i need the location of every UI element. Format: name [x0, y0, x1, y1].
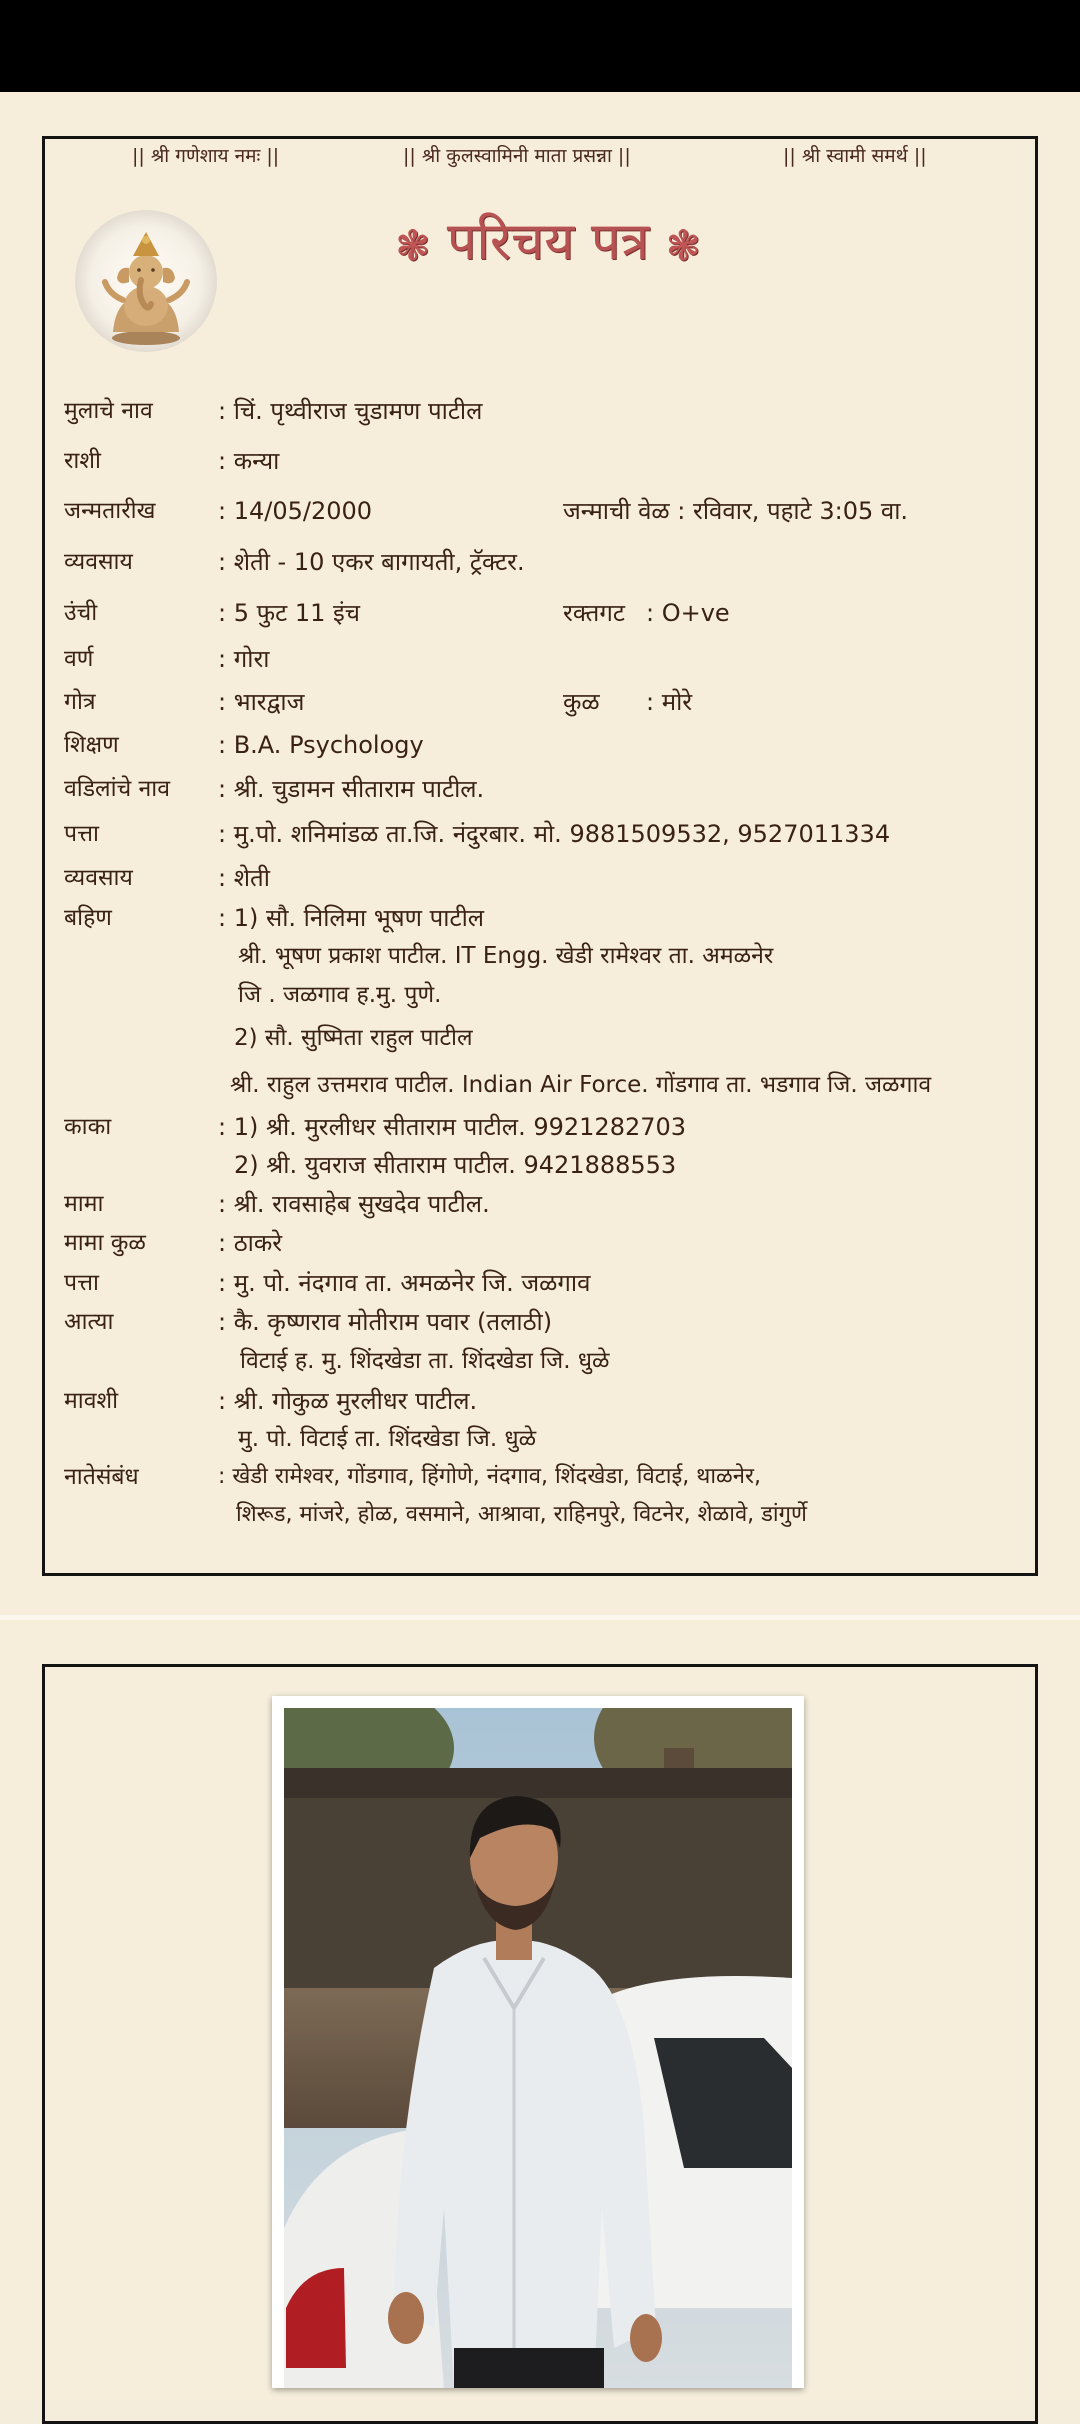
label-relations: नातेसंबंध [64, 1464, 139, 1490]
value-address: : मु.पो. शनिमांडळ ता.जि. नंदुरबार. मो. 9881509532, 9527011334 [218, 820, 891, 848]
label-dob: जन्मतारीख [64, 498, 156, 524]
value-dob: : 14/05/2000 [218, 497, 373, 525]
relations-line: शिरूड, मांजरे, होळ, वसमाने, आश्रावा, राहिनपुरे, विटनेर, शेळावे, डांगुर्णे [236, 1502, 807, 1527]
label-occupation: व्यवसाय [64, 549, 133, 575]
photo-page [0, 1620, 1080, 2400]
photo-mount [272, 1696, 804, 2388]
title-text: परिचय पत्र [446, 212, 650, 272]
value-father: : श्री. चुडामन सीताराम पाटील. [218, 775, 485, 803]
uncle-line: : 1) श्री. मुरलीधर सीताराम पाटील. 9921282703 [218, 1113, 687, 1141]
value-father-occupation: : शेती [218, 864, 270, 892]
label-aatya: आत्या [64, 1309, 114, 1335]
label-name: मुलाचे नाव [64, 398, 153, 424]
status-bar-area [0, 0, 1080, 92]
sister-line: श्री. राहुल उत्तमराव पाटील. Indian Air Force. गोंडगाव ता. भडगाव जि. जळगाव [230, 1072, 932, 1098]
label-mavshi: मावशी [64, 1388, 119, 1414]
ganesha-idol-icon [75, 210, 217, 352]
label-mama-kul: मामा कुळ [64, 1230, 146, 1256]
mavshi-line: मु. पो. विटाई ता. शिंदखेडा जि. धुळे [238, 1426, 537, 1452]
value-mama-kul: : ठाकरे [218, 1229, 283, 1257]
value-education: : B.A. Psychology [218, 731, 424, 759]
sister-line: : 1) सौ. निलिमा भूषण पाटील [218, 904, 485, 932]
label-complexion: वर्ण [64, 646, 94, 672]
label-father: वडिलांचे नाव [64, 776, 171, 802]
label-education: शिक्षण [64, 732, 119, 758]
label-kul: कुळ [563, 688, 600, 716]
flower-icon: ❃ [395, 221, 431, 270]
value-kul: : मोरे [646, 688, 693, 716]
label-uncles: काका [64, 1114, 112, 1140]
label-gotra: गोत्र [64, 689, 96, 715]
value-name: : चिं. पृथ्वीराज चुडामण पाटील [218, 397, 483, 425]
sister-line: जि . जळगाव ह.मु. पुणे. [238, 982, 442, 1008]
uncle-line: 2) श्री. युवराज सीताराम पाटील. 9421888553 [234, 1151, 677, 1179]
biodata-page [0, 92, 1080, 1615]
label-mama: मामा [64, 1191, 104, 1217]
label-father-occupation: व्यवसाय [64, 865, 133, 891]
value-gotra: : भारद्वाज [218, 688, 305, 716]
aatya-line: : कै. कृष्णराव मोतीराम पवार (तलाठी) [218, 1308, 553, 1336]
label-blood-group: रक्तगट [563, 599, 625, 627]
value-height: : 5 फुट 11 इंच [218, 599, 361, 627]
aatya-line: विटाई ह. मु. शिंदखेडा ता. शिंदखेडा जि. धुळे [240, 1348, 610, 1374]
invocation-kulswamini: || श्री कुलस्वामिनी माता प्रसन्ना || [403, 145, 631, 167]
label-address: पत्ता [64, 821, 99, 847]
flower-icon: ❃ [665, 221, 701, 270]
value-mama-address: : मु. पो. नंदगाव ता. अमळनेर जि. जळगाव [218, 1269, 591, 1297]
page-title [328, 204, 768, 275]
value-rashi: : कन्या [218, 447, 280, 475]
label-sisters: बहिण [64, 905, 112, 931]
value-mama: : श्री. रावसाहेब सुखदेव पाटील. [218, 1190, 490, 1218]
invocation-ganesh: || श्री गणेशाय नमः || [132, 145, 280, 167]
invocation-swami-samarth: || श्री स्वामी समर्थ || [783, 145, 927, 167]
value-birth-time: जन्माची वेळ : रविवार, पहाटे 3:05 वा. [563, 497, 909, 525]
sister-line: श्री. भूषण प्रकाश पाटील. IT Engg. खेडी रामेश्वर ता. अमळनेर [238, 943, 774, 969]
relations-line: : खेडी रामेश्वर, गोंडगाव, हिंगोणे, नंदगाव, शिंदखेडा, विटाई, थाळनेर, [218, 1464, 761, 1489]
mavshi-line: : श्री. गोकुळ मुरलीधर पाटील. [218, 1387, 478, 1415]
label-height: उंची [64, 600, 98, 626]
label-mama-address: पत्ता [64, 1270, 99, 1296]
sister-line: 2) सौ. सुष्मिता राहुल पाटील [234, 1025, 473, 1051]
label-rashi: राशी [64, 448, 101, 474]
groom-photo [284, 1708, 792, 2388]
value-complexion: : गोरा [218, 645, 270, 673]
value-blood-group: : O+ve [646, 599, 730, 627]
value-occupation: : शेती - 10 एकर बागायती, ट्रॅक्टर. [218, 548, 525, 576]
